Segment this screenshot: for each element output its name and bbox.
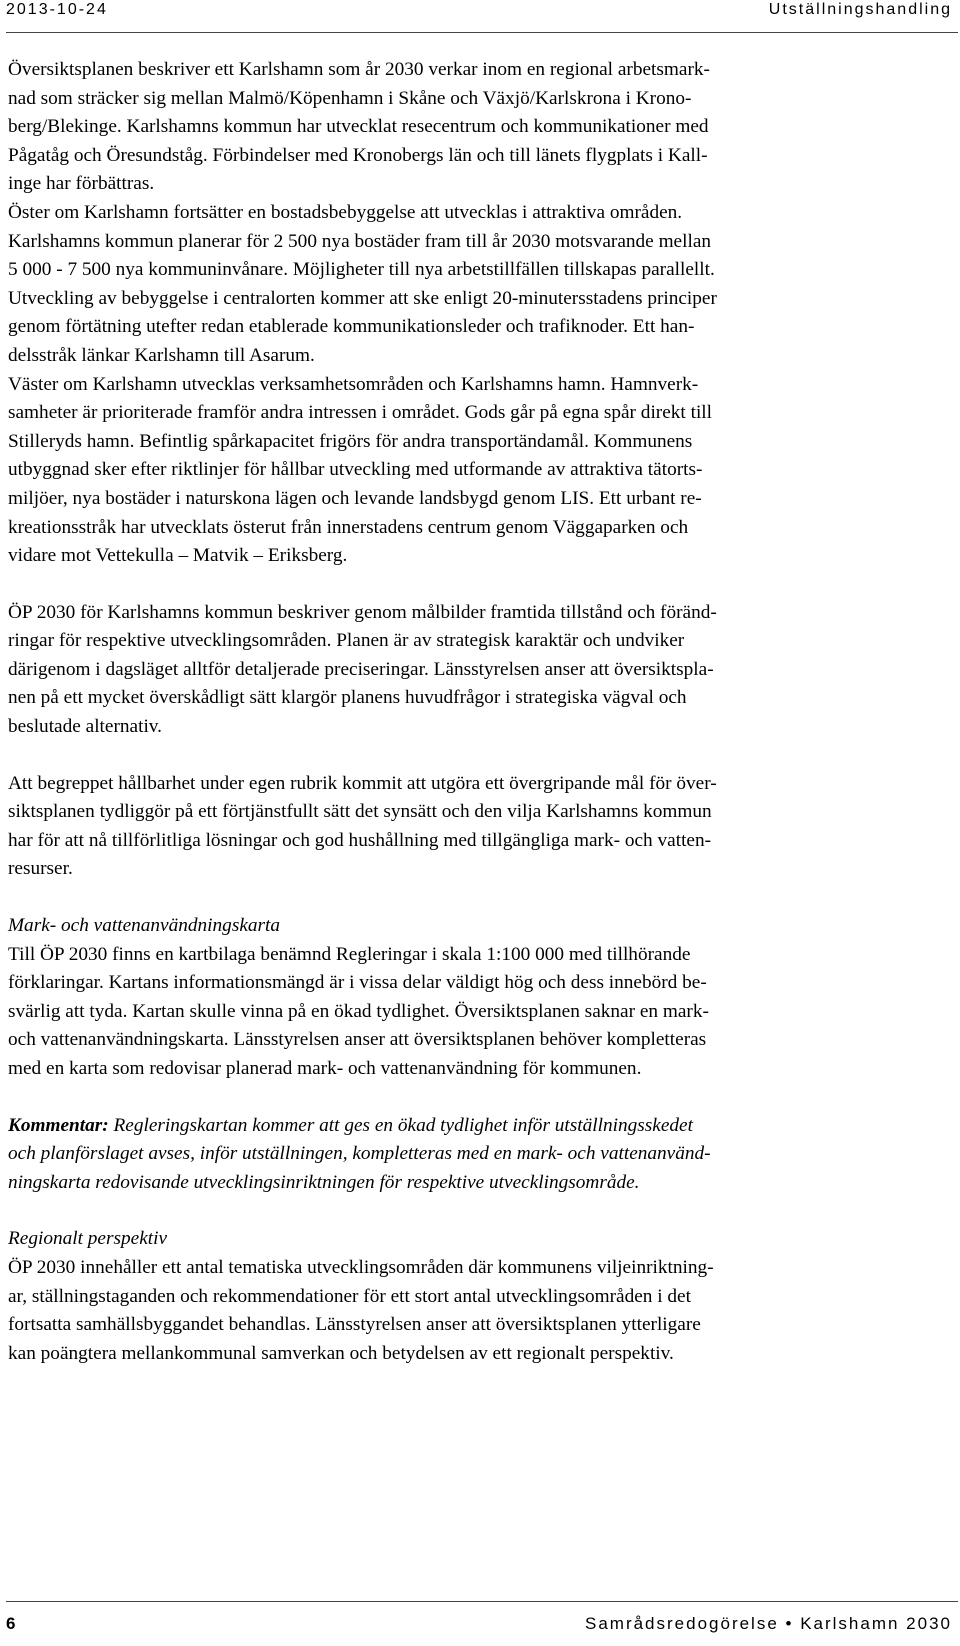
page-header: [0, 0, 960, 24]
text-line: svärlig att tyda. Kartan skulle vinna på en ökad tydlighet. Översiktsplanen saknar en mark-: [8, 1000, 709, 1022]
text-line: delsstråk länkar Karlshamn till Asarum.: [8, 344, 315, 366]
text-line: Karlshamns kommun planerar för 2 500 nya bostäder fram till år 2030 motsvarande mellan: [8, 230, 712, 252]
text-line: Öster om Karlshamn fortsätter en bostadsbebyggelse att utvecklas i attraktiva områden.: [8, 201, 683, 223]
footer-divider: [6, 1601, 958, 1602]
text-line: Pågatåg och Öresundståg. Förbindelser med Kronobergs län och till länets flygplats i Kall-: [8, 144, 708, 166]
paragraph-spacer: [8, 884, 952, 912]
text-line: ar, ställningstaganden och rekommendationer för ett stort antal utvecklingsområden i det: [8, 1285, 691, 1307]
text-line: samheter är prioriterade framför andra intressen i området. Gods går på egna spår direkt till: [8, 402, 713, 424]
text-line: miljöer, nya bostäder i naturskona lägen och levande landsbygd genom LIS. Ett urbant re-: [8, 487, 702, 509]
heading-regional-perspective: Regionalt perspektiv: [8, 1228, 168, 1250]
text-line: nen på ett mycket överskådligt sätt klargör planens huvudfrågor i strategiska vägval och: [8, 687, 687, 709]
header-divider: [6, 32, 958, 33]
paragraph-regional-labour-market: [8, 56, 952, 571]
paragraph-sustainability: [8, 770, 952, 884]
text-line: ÖP 2030 innehåller ett antal tematiska utvecklingsområden där kommunens viljeinriktning-: [8, 1256, 714, 1278]
text-line: siktsplanen tydliggör på ett förtjänstfullt sätt det synsätt och den vilja Karlshamns kommun: [8, 801, 712, 823]
text-line: har för att nå tillförlitliga lösningar och god hushållning med tillgängliga mark- och vatten-: [8, 829, 712, 851]
header-document-type: Utställningshandling: [768, 1, 952, 18]
text-line: beslutade alternativ.: [8, 716, 163, 738]
document-body: [8, 56, 952, 1368]
page-number: 6: [6, 1614, 16, 1633]
paragraph-spacer: [8, 571, 952, 599]
text-line: och vattenanvändningskarta. Länsstyrelsen anser att översiktsplanen behöver kompletteras: [8, 1029, 707, 1051]
paragraph-op2030-description: [8, 599, 952, 742]
text-line: fortsatta samhällsbyggandet behandlas. Länsstyrelsen anser att översiktsplanen ytterligare: [8, 1314, 701, 1336]
text-line: ningskarta redovisande utvecklingsinriktningen för respektive utvecklingsområde.: [8, 1171, 640, 1193]
text-line: Utveckling av bebyggelse i centralorten kommer att ske enligt 20-minutersstadens principer: [8, 287, 717, 309]
paragraph-land-water-map: [8, 941, 952, 1084]
text-line: berg/Blekinge. Karlshamns kommun har utvecklat resecentrum och kommunikationer med: [8, 116, 709, 138]
text-line: med en karta som redovisar planerad mark- och vattenanvändning för kommunen.: [8, 1058, 642, 1079]
paragraph-spacer: [8, 1197, 952, 1225]
text-line: Till ÖP 2030 finns en kartbilaga benämnd Regleringar i skala 1:100 000 med tillhörande: [8, 943, 691, 965]
text-line: ringar för respektive utvecklingsområden. Planen är av strategisk karaktär och undviker: [8, 630, 685, 652]
text-line: kan poängtera mellankommunal samverkan och betydelsen av ett regionalt perspektiv.: [8, 1342, 674, 1364]
comment-label: Kommentar:: [8, 1114, 109, 1136]
text-line: därigenom i dagsläget alltför detaljerade preciseringar. Länsstyrelsen anser att översiktspla-: [8, 658, 714, 680]
text-line: nad som sträcker sig mellan Malmö/Köpenhamn i Skåne och Växjö/Karlskrona i Krono-: [8, 87, 692, 109]
text-line: Stilleryds hamn. Befintlig spårkapacitet frigörs för andra transportändamål. Kommunens: [8, 430, 693, 452]
text-line: vidare mot Vettekulla – Matvik – Eriksberg.: [8, 545, 348, 567]
text-line: ÖP 2030 för Karlshamns kommun beskriver genom målbilder framtida tillstånd och föränd-: [8, 601, 717, 623]
text-line: Översiktsplanen beskriver ett Karlshamn som år 2030 verkar inom en regional arbetsmark-: [8, 59, 710, 80]
text-line: Att begreppet hållbarhet under egen rubrik kommit att utgöra ett övergripande mål för över-: [8, 772, 717, 794]
paragraph-spacer: [8, 742, 952, 770]
paragraph-regional-perspective: [8, 1254, 952, 1368]
heading-land-water-map: Mark- och vattenanvändningskarta: [8, 915, 281, 937]
text-line: och planförslaget avses, inför utställningen, kompletteras med en mark- och vattenanvänd-: [8, 1143, 711, 1165]
text-line: Regleringskartan kommer att ges en ökad tydlighet inför utställningsskedet: [108, 1114, 693, 1136]
text-line: Väster om Karlshamn utvecklas verksamhetsområden och Karlshamns hamn. Hamnverk-: [8, 373, 699, 395]
paragraph-spacer: [8, 1084, 952, 1112]
text-line: inge har förbättras.: [8, 173, 155, 195]
footer-document-title: Samrådsredogörelse • Karlshamn 2030: [584, 1614, 952, 1633]
page-footer: [0, 1612, 960, 1642]
text-line: resurser.: [8, 858, 73, 880]
text-line: utbyggnad sker efter riktlinjer för hållbar utveckling med utformande av attraktiva tätorts-: [8, 459, 703, 481]
text-line: förklaringar. Kartans informationsmängd är i vissa delar väldigt hög och dess innebörd be-: [8, 972, 707, 994]
text-line: genom förtätning utefter redan etablerade kommunikationsleder och trafiknoder. Ett han-: [8, 316, 695, 338]
header-date: 2013-10-24: [6, 1, 108, 18]
text-line: kreationsstråk har utvecklats österut från innerstadens centrum genom Väggaparken och: [8, 516, 689, 538]
comment-paragraph: [8, 1112, 952, 1198]
text-line: 5 000 - 7 500 nya kommuninvånare. Möjligheter till nya arbetstillfällen tillskapas parallellt.: [8, 259, 715, 281]
